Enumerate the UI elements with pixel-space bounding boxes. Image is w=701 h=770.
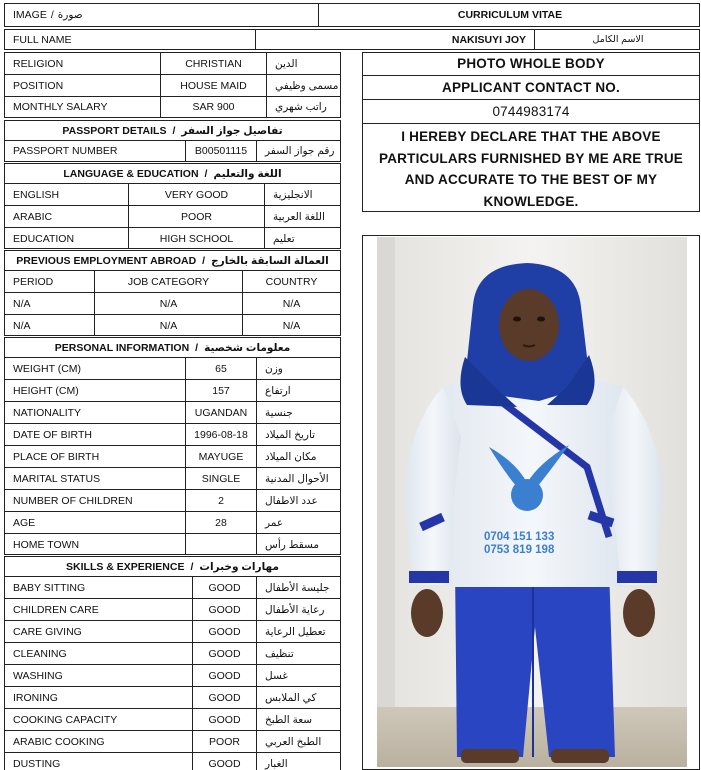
- skills-row: [5, 730, 340, 752]
- personal-row: [5, 511, 340, 533]
- applicant-contact-label: APPLICANT CONTACT NO.: [363, 75, 699, 99]
- passport-header-separator: /: [172, 125, 176, 137]
- personal-label: HEIGHT (CM): [13, 384, 79, 397]
- language-section: [4, 163, 341, 249]
- personal-ar: جنسية: [256, 402, 340, 423]
- personal-ar: عمر: [256, 512, 340, 533]
- skills-row: [5, 598, 340, 620]
- personal-ar: وزن: [256, 358, 340, 379]
- skills-ar: جليسة الأطفال: [256, 577, 340, 598]
- passport-header-en: PASSPORT DETAILS: [62, 125, 167, 137]
- employment-header-separator: /: [202, 255, 206, 267]
- language-value: POOR: [128, 206, 264, 227]
- skills-label: BABY SITTING: [13, 581, 86, 594]
- full-name-row: [4, 29, 700, 50]
- basic-info-ar: راتب شهري: [266, 97, 340, 117]
- basic-info-table: [4, 52, 341, 118]
- image-label-ar: صورة: [57, 9, 83, 21]
- passport-row: [5, 140, 340, 161]
- language-ar: تعليم: [264, 228, 340, 249]
- personal-ar: الأحوال المدنية: [256, 468, 340, 489]
- cv-title: CURRICULUM VITAE: [318, 4, 701, 26]
- personal-ar: عدد الاطفال: [256, 490, 340, 511]
- language-header-ar: اللغة والتعليم: [213, 168, 282, 180]
- personal-header-ar: معلومات شخصية: [204, 342, 291, 354]
- personal-label: MARITAL STATUS: [13, 472, 101, 485]
- language-ar: اللغة العربية: [264, 206, 340, 227]
- employment-cell: N/A: [13, 297, 31, 310]
- personal-value: 28: [185, 512, 256, 533]
- skills-value: GOOD: [192, 643, 256, 664]
- photo-whole-body-label: PHOTO WHOLE BODY: [457, 56, 605, 71]
- employment-cell: N/A: [242, 293, 340, 314]
- employment-column-header: JOB CATEGORY: [94, 271, 242, 292]
- personal-ar: ارتفاع: [256, 380, 340, 401]
- skills-value: GOOD: [192, 709, 256, 730]
- declaration-text: I HEREBY DECLARE THAT THE ABOVE PARTICULARS FURNISHED BY ME ARE TRUE AND ACCURATE TO THE BEST OF MY KNOWLEDGE.: [379, 129, 683, 209]
- personal-row: [5, 467, 340, 489]
- language-header: [5, 164, 340, 184]
- skills-label: CLEANING: [13, 647, 67, 660]
- skills-value: GOOD: [192, 687, 256, 708]
- declaration-divider: [363, 123, 699, 124]
- skills-row: [5, 620, 340, 642]
- employment-row: [5, 292, 340, 314]
- skills-value: GOOD: [192, 753, 256, 770]
- language-value: HIGH SCHOOL: [128, 228, 264, 249]
- personal-value: 65: [185, 358, 256, 379]
- personal-row: [5, 401, 340, 423]
- employment-header-ar: العمالة السابقة بالخارج: [211, 255, 329, 267]
- employment-row: [5, 314, 340, 336]
- personal-header-separator: /: [195, 342, 199, 354]
- personal-label: AGE: [13, 516, 36, 529]
- employment-cell: N/A: [94, 315, 242, 336]
- skills-value: GOOD: [192, 665, 256, 686]
- basic-info-label: POSITION: [13, 79, 64, 92]
- skills-header-en: SKILLS & EXPERIENCE: [66, 561, 185, 573]
- personal-header-en: PERSONAL INFORMATION: [54, 342, 190, 354]
- passport-ar: رقم جواز السفر: [256, 141, 340, 161]
- passport-label: PASSPORT NUMBER: [13, 145, 118, 157]
- full-name-label: FULL NAME: [13, 33, 72, 46]
- personal-row: [5, 423, 340, 445]
- skills-section: [4, 556, 341, 770]
- skills-ar: تنظيف: [256, 643, 340, 664]
- applicant-photo: [377, 237, 687, 767]
- language-label: EDUCATION: [13, 232, 75, 245]
- basic-info-ar: مسمى وظيفي: [266, 75, 340, 95]
- personal-label: HOME TOWN: [13, 538, 80, 551]
- skills-value: GOOD: [192, 577, 256, 598]
- basic-info-row: [5, 96, 340, 117]
- basic-info-value: HOUSE MAID: [160, 75, 266, 95]
- personal-row: [5, 533, 340, 555]
- employment-header: [5, 251, 340, 271]
- skills-header-ar: مهارات وخبرات: [199, 561, 279, 573]
- skills-value: GOOD: [192, 599, 256, 620]
- personal-row: [5, 445, 340, 467]
- passport-value: B00501115: [185, 141, 256, 161]
- language-ar: الانجليزية: [264, 184, 340, 205]
- shirt-phone-2: 0753 819 198: [484, 544, 555, 556]
- language-value: VERY GOOD: [128, 184, 264, 205]
- skills-label: DUSTING: [13, 757, 61, 770]
- employment-cell: N/A: [94, 293, 242, 314]
- personal-row: [5, 357, 340, 379]
- employment-header-en: PREVIOUS EMPLOYMENT ABROAD: [16, 255, 197, 267]
- skills-row: [5, 686, 340, 708]
- skills-label: IRONING: [13, 691, 58, 704]
- personal-value: 2: [185, 490, 256, 511]
- skills-ar: الغبار: [256, 753, 340, 770]
- employment-section: [4, 250, 341, 336]
- personal-ar: تاريخ الميلاد: [256, 424, 340, 445]
- skills-header: [5, 557, 340, 577]
- full-name-ar: الاسم الكامل: [592, 34, 644, 45]
- skills-header-separator: /: [190, 561, 194, 573]
- skills-ar: غسل: [256, 665, 340, 686]
- skills-label: CARE GIVING: [13, 625, 82, 638]
- language-row: [5, 227, 340, 249]
- right-info-panel: [362, 52, 700, 212]
- applicant-photo-drawing: [377, 237, 687, 767]
- personal-value: MAYUGE: [185, 446, 256, 467]
- basic-info-label: MONTHLY SALARY: [13, 100, 108, 113]
- personal-value: SINGLE: [185, 468, 256, 489]
- personal-value: [185, 534, 256, 555]
- skills-label: CHILDREN CARE: [13, 603, 99, 616]
- personal-label: PLACE OF BIRTH: [13, 450, 100, 463]
- personal-row: [5, 379, 340, 401]
- personal-label: NATIONALITY: [13, 406, 82, 419]
- skills-row: [5, 576, 340, 598]
- full-name-value: NAKISUYI JOY: [255, 30, 535, 49]
- language-header-en: LANGUAGE & EDUCATION: [63, 168, 199, 180]
- basic-info-label: RELIGION: [13, 57, 64, 70]
- skills-row: [5, 752, 340, 770]
- personal-value: UGANDAN: [185, 402, 256, 423]
- language-row: [5, 205, 340, 227]
- passport-header-ar: تفاصيل جواز السفر: [181, 125, 283, 137]
- skills-row: [5, 642, 340, 664]
- shirt-phone-1: 0704 151 133: [484, 531, 555, 543]
- employment-cell: N/A: [242, 315, 340, 336]
- image-label-cell: [5, 4, 318, 26]
- basic-info-value: SAR 900: [160, 97, 266, 117]
- passport-section: [4, 120, 341, 162]
- personal-label: WEIGHT (CM): [13, 362, 82, 375]
- skills-ar: تعطيل الرعاية: [256, 621, 340, 642]
- personal-label: NUMBER OF CHILDREN: [13, 494, 133, 507]
- skills-ar: كي الملابس: [256, 687, 340, 708]
- skills-ar: رعاية الأطفال: [256, 599, 340, 620]
- employment-column-header-row: [5, 270, 340, 292]
- basic-info-row: [5, 53, 340, 74]
- language-label: ARABIC: [13, 210, 53, 223]
- basic-info-ar: الدين: [266, 53, 340, 74]
- skills-ar: سعة الطبخ: [256, 709, 340, 730]
- applicant-photo-frame: [362, 235, 700, 770]
- basic-info-value: CHRISTIAN: [160, 53, 266, 74]
- personal-value: 157: [185, 380, 256, 401]
- language-label: ENGLISH: [13, 188, 60, 201]
- personal-ar: مسقط رأس: [256, 534, 340, 555]
- language-row: [5, 183, 340, 205]
- personal-section: [4, 337, 341, 555]
- skills-value: POOR: [192, 731, 256, 752]
- language-header-separator: /: [204, 168, 208, 180]
- employment-column-header: COUNTRY: [242, 271, 340, 292]
- personal-header: [5, 338, 340, 358]
- personal-row: [5, 489, 340, 511]
- header-row: [4, 3, 700, 27]
- passport-header: [5, 121, 340, 141]
- skills-label: COOKING CAPACITY: [13, 713, 118, 726]
- skills-value: GOOD: [192, 621, 256, 642]
- employment-cell: N/A: [13, 319, 31, 332]
- personal-value: 1996-08-18: [185, 424, 256, 445]
- basic-info-row: [5, 74, 340, 95]
- personal-ar: مكان الميلاد: [256, 446, 340, 467]
- skills-row: [5, 708, 340, 730]
- applicant-contact-number: 0744983174: [363, 99, 699, 123]
- personal-label: DATE OF BIRTH: [13, 428, 92, 441]
- skills-ar: الطبخ العربي: [256, 731, 340, 752]
- skills-row: [5, 664, 340, 686]
- image-label-separator: /: [50, 9, 54, 21]
- employment-column-header: PERIOD: [13, 275, 54, 288]
- skills-label: ARABIC COOKING: [13, 735, 105, 748]
- image-label: IMAGE: [13, 9, 47, 21]
- skills-label: WASHING: [13, 669, 63, 682]
